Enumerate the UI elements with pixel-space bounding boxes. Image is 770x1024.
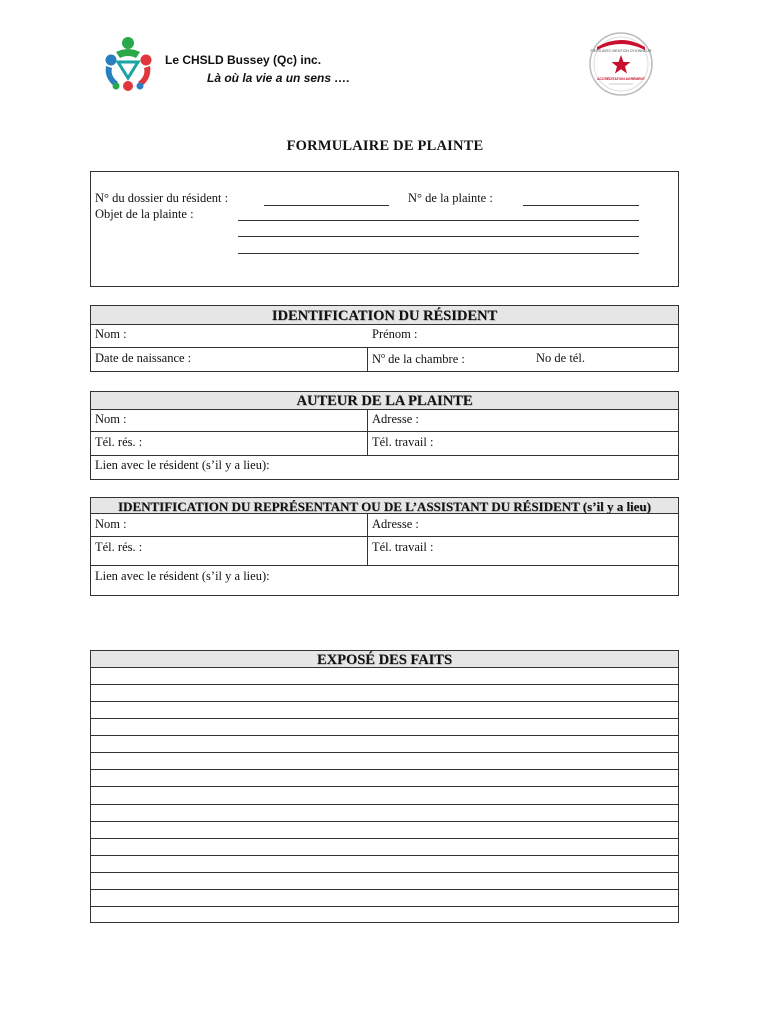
resident-section-heading: IDENTIFICATION DU RÉSIDENT [90,305,679,325]
facts-writing-line[interactable] [90,838,679,839]
room-number-prefix: N [372,352,382,366]
subject-line-1[interactable] [238,220,639,221]
facts-writing-line[interactable] [90,701,679,702]
representative-col-divider [367,513,368,565]
organization-tagline: Là où la vie a un sens …. [207,71,350,85]
facts-writing-line[interactable] [90,889,679,890]
facts-writing-line[interactable] [90,786,679,787]
resident-room-field[interactable] [372,351,465,367]
representative-nom-field[interactable]: Nom : [95,517,127,531]
facts-writing-line[interactable] [90,752,679,753]
seal-text-bottom: ACCRÉDITATION AGRÉMENT [597,77,645,81]
facts-writing-line[interactable] [90,769,679,770]
author-work-phone-field[interactable]: Tél. travail : [372,435,434,449]
author-address-field[interactable]: Adresse : [372,412,419,426]
file-number-field[interactable] [264,205,389,206]
author-row-divider-1 [90,431,679,432]
file-number-label: N° du dossier du résident : [95,191,229,205]
representative-work-phone-field[interactable]: Tél. travail : [372,540,434,554]
resident-col-divider [367,347,368,372]
seal-text-top: FIERS AVEC MENTION D'HONNEUR [590,49,652,53]
author-home-phone-field[interactable]: Tél. rés. : [95,435,143,449]
accreditation-seal [583,31,659,97]
resident-birthdate-field[interactable]: Date de naissance : [95,351,192,365]
resident-row-divider [90,347,679,348]
subject-line-3[interactable] [238,253,639,254]
facts-writing-line[interactable] [90,906,679,907]
author-nom-field[interactable]: Nom : [95,412,127,426]
author-col-divider [367,409,368,455]
facts-writing-line[interactable] [90,718,679,719]
room-number-label: de la chambre : [388,352,465,366]
facts-writing-line[interactable] [90,872,679,873]
author-row-divider-2 [90,455,679,456]
resident-nom-field[interactable]: Nom : [95,327,127,341]
representative-row-divider-1 [90,536,679,537]
organization-name: Le CHSLD Bussey (Qc) inc. [165,53,322,67]
subject-line-2[interactable] [238,236,639,237]
representative-row-divider-2 [90,565,679,566]
resident-prenom-field[interactable]: Prénom : [372,327,418,341]
degree-symbol: o [381,351,386,360]
facts-writing-line[interactable] [90,735,679,736]
complaint-info-box [90,171,679,287]
representative-section-heading: IDENTIFICATION DU REPRÉSENTANT OU DE L’ASSISTANT DU RÉSIDENT (s’il y a lieu) [90,497,679,514]
facts-section-box [90,667,679,923]
organization-logo [102,36,154,92]
facts-writing-line[interactable] [90,855,679,856]
facts-writing-line[interactable] [90,804,679,805]
author-relationship-field[interactable]: Lien avec le résident (s’il y a lieu): [95,458,270,472]
form-title: FORMULAIRE DE PLAINTE [286,138,484,154]
facts-writing-line[interactable] [90,821,679,822]
representative-address-field[interactable]: Adresse : [372,517,419,531]
facts-section-heading: EXPOSÉ DES FAITS [90,650,679,668]
subject-label: Objet de la plainte : [95,207,194,221]
facts-writing-line[interactable] [90,684,679,685]
representative-home-phone-field[interactable]: Tél. rés. : [95,540,143,554]
resident-phone-field[interactable]: No de tél. [536,351,585,365]
complaint-number-field[interactable] [523,205,639,206]
author-section-heading: AUTEUR DE LA PLAINTE [90,391,679,410]
complaint-number-label: N° de la plainte : [408,191,493,205]
representative-relationship-field[interactable]: Lien avec le résident (s’il y a lieu): [95,569,270,583]
